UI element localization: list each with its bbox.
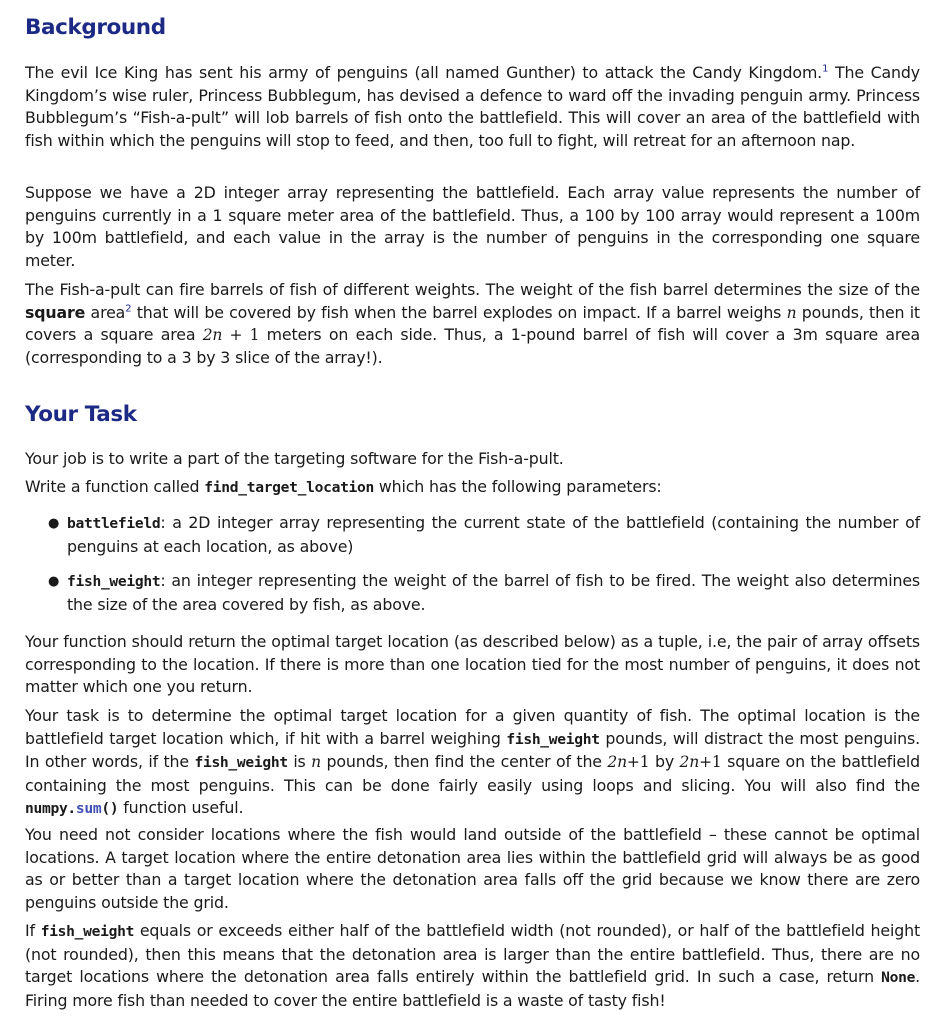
background-paragraph-1: The evil Ice King has sent his army of penguins (all named Gunther) to attack the Candy Kingdom.$^1$ The Candy Kingdom’s wise ruler, Princess Bubblegum, has devised a defence to ward off the invading penguin army. Princess Bubblegum’s “Fish-a-pult” will lob barrels of fish onto the battlefield. This will cover an area of the battlefield with fish within which the penguins will stop to feed, and then, too full to fight, will retreat for an afternoon nap.: [25, 63, 920, 150]
math-formula: 2n: [607, 753, 627, 772]
code-function-name: find_target_location: [204, 479, 375, 496]
bullet-icon: ●: [48, 516, 60, 531]
math-formula: 2n: [202, 326, 223, 345]
bullet-icon: ●: [48, 574, 60, 590]
list-item: ● battlefield: a 2D integer array representing the current state of the battlefield (containing the number of penguins at each location, as above): [48, 513, 920, 556]
task-paragraph-4: Your task is to determine the optimal target location for a given quantity of fish. The optimal location is the battlefield target location which, if hit with a barrel weighing fish_weight pounds, will distract the most penguins. In other words, if the fish_weight is n pounds, then find the center of the 2n+1 by 2n+1 square on the battlefield containing the most penguins. This can be done fairly easily using loops and slicing. You will also find the numpy.sum() function useful.: [25, 706, 921, 818]
math-n: n: [311, 753, 321, 772]
section-heading-your-task: Your Task: [25, 402, 137, 427]
background-paragraph-2: Suppose we have a 2D integer array representing the battlefield. Each array value represents the number of penguins currently in a 1 square meter area of the battlefield. Thus, a 100 by 100 array would represent a 100m by 100m battlefield, and each value in the array is the number of penguins in the corresponding one square meter.: [25, 183, 920, 270]
footnote-marker[interactable]: 1: [822, 63, 829, 75]
code-fish-weight: fish_weight: [40, 923, 135, 940]
section-heading-background: Background: [25, 15, 166, 40]
task-paragraph-3: Your function should return the optimal target location (as described below) as a tuple, i.e, the pair of array offsets corresponding to the location. If there is more than one location tied for the most number of penguins, it does not matter which one you return.: [25, 632, 920, 697]
code-param-name: fish_weight: [67, 573, 161, 591]
code-none: None: [881, 969, 916, 987]
math-formula: 2n: [679, 753, 700, 772]
task-paragraph-1: Your job is to write a part of the targeting software for the Fish-a-pult.: [25, 449, 564, 468]
code-fish-weight: fish_weight: [194, 754, 288, 772]
code-fish-weight: fish_weight: [506, 730, 600, 748]
emphasis-square: square: [25, 302, 86, 322]
code-param-name: battlefield: [67, 515, 161, 532]
list-item: ● fish_weight: an integer representing the weight of the barrel of fish to be fired. The weight also determines the size of the area covered by fish, as above.: [48, 571, 920, 614]
background-paragraph-3: The Fish-a-pult can fire barrels of fish of different weights. The weight of the fish barrel determines the size of the square area$^2$ that will be covered by fish when the barrel explodes on impact. If a barrel weighs n pounds, then it covers a square area 2n + 1 meters on each side. Thus, a 1-pound barrel of fish will cover a 3m square area (corresponding to a 3 by 3 slice of the array!).: [25, 280, 920, 367]
footnote-marker[interactable]: 2: [125, 303, 132, 315]
parameter-list: [25, 512, 920, 616]
task-paragraph-2: Write a function called find_target_location which has the following parameters:: [25, 477, 662, 496]
task-paragraph-5: You need not consider locations where the fish would land outside of the battlefield – these cannot be optimal locations. A target location where the entire detonation area lies within the battlefield grid will always be as good as or better than a target location where the detonation area falls off the grid because we know there are zero penguins outside the grid.: [25, 825, 920, 912]
code-numpy-sum: numpy.sum(): [25, 800, 119, 818]
math-n: n: [786, 303, 797, 322]
task-paragraph-6: If fish_weight equals or exceeds either half of the battlefield width (not rounded), or half of the battlefield height (not rounded), then this means that the detonation area is larger than the entire battlefield. Thus, there are no target locations where the detonation area falls entirely within the battlefield grid. In such a case, return None. Firing more fish than needed to cover the entire battlefield is a waste of tasty fish!: [25, 921, 920, 1010]
